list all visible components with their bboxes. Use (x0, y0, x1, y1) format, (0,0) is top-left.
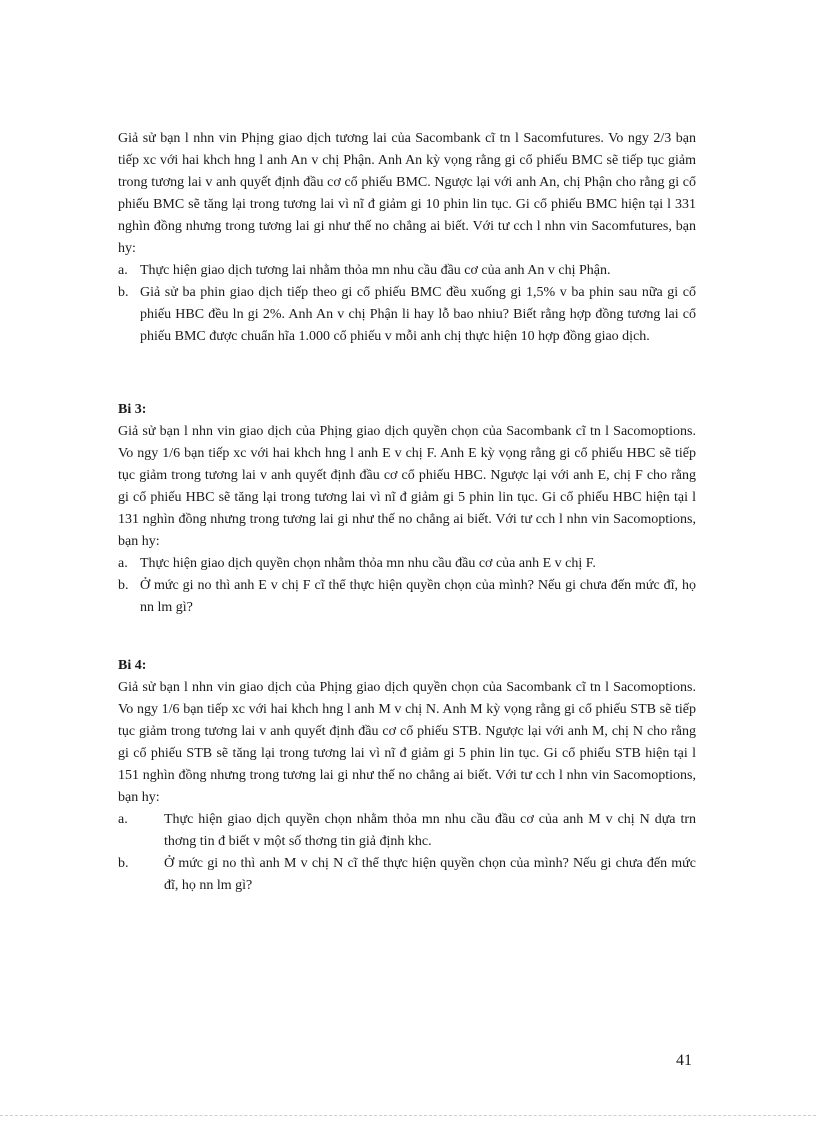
item-text: Thực hiện giao dịch quyền chọn nhằm thỏa mn nhu cầu đầu cơ của anh E v chị F. (140, 556, 596, 571)
exercise-item-a (118, 809, 696, 853)
exercise-intro: Giả sử bạn l nhn vin giao dịch của Phịng giao dịch quyền chọn của Sacombank cĩ tn l Sacomoptions. Vo ngy 1/6 bạn tiếp xc với hai khch hng l anh M v chị N. Anh M kỳ vọng rằng gi cổ phiếu STB sẽ tiếp tục giảm trong tương lai v anh quyết định đầu cơ cổ phiếu STB. Ngược lại với anh M, chị N cho rằng gi cổ phiếu STB sẽ tăng lại trong tương lai vì nĩ đ giảm gi 5 phin lin tục. Gi cổ phiếu STB hiện tại l 151 nghìn đồng nhưng trong tương lai gi như thế no chẳng ai biết. Với tư cch l nhn vin Sacomoptions, bạn hy: (118, 680, 696, 805)
item-text: Thực hiện giao dịch tương lai nhằm thỏa mn nhu cầu đầu cơ của anh An v chị Phận. (140, 263, 611, 278)
exercise-title: Bi 4: (118, 658, 147, 673)
exercise-item-b (118, 853, 696, 897)
item-label: b. (118, 856, 129, 871)
item-text: Thực hiện giao dịch quyền chọn nhằm thỏa mn nhu cầu đầu cơ của anh M v chị N dựa trn thơng tin đ biết v một số thơng tin giả định khc. (164, 812, 696, 849)
exercise-3 (118, 399, 696, 619)
exercise-item-b (118, 575, 696, 619)
page-number: 41 (676, 1052, 692, 1069)
exercise-2 (118, 128, 696, 348)
item-text: Ở mức gi no thì anh E v chị F cĩ thể thực hiện quyền chọn của mình? Nếu gi chưa đến mức đĩ, họ nn lm gì? (140, 578, 696, 615)
exercise-title: Bi 3: (118, 402, 147, 417)
exercise-item-b (118, 282, 696, 348)
item-label: b. (118, 285, 129, 300)
item-text: Giả sử ba phin giao dịch tiếp theo gi cổ phiếu BMC đều xuống gi 1,5% v ba phin sau nữa gi cổ phiếu HBC đều ln gi 2%. Anh An v chị Phận li hay lỗ bao nhiu? Biết rằng hợp đồng tương lai cổ phiếu BMC được chuẩn hĩa 1.000 cổ phiếu v mỗi anh chị thực hiện 10 hợp đồng giao dịch. (140, 285, 696, 344)
item-label: b. (118, 578, 129, 593)
exercise-intro: Giả sử bạn l nhn vin giao dịch của Phịng giao dịch quyền chọn của Sacombank cĩ tn l Sacomoptions. Vo ngy 1/6 bạn tiếp xc với hai khch hng l anh E v chị F. Anh E kỳ vọng rằng gi cổ phiếu HBC sẽ tiếp tục giảm trong tương lai v anh quyết định đầu cơ cổ phiếu HBC. Ngược lại với anh E, chị F cho rằng gi cổ phiếu HBC sẽ tăng lại trong tương lai vì nĩ đ giảm gi 5 phin lin tục. Gi cổ phiếu HBC hiện tại l 131 nghìn đồng nhưng trong tương lai gi như thế no chẳng ai biết. Với tư cch l nhn vin Sacomoptions, bạn hy: (118, 424, 696, 549)
exercise-item-a (118, 553, 696, 575)
item-label: a. (118, 263, 128, 278)
page-content (118, 128, 696, 897)
page-bottom-divider (0, 1115, 816, 1116)
exercise-4 (118, 655, 696, 897)
item-text: Ở mức gi no thì anh M v chị N cĩ thể thực hiện quyền chọn của mình? Nếu gi chưa đến mức đĩ, họ nn lm gì? (164, 856, 696, 893)
item-label: a. (118, 812, 128, 827)
exercise-intro: Giả sử bạn l nhn vin Phịng giao dịch tương lai của Sacombank cĩ tn l Sacomfutures. Vo ngy 2/3 bạn tiếp xc với hai khch hng l anh An v chị Phận. Anh An kỳ vọng rằng gi cổ phiếu BMC sẽ tiếp tục giảm trong tương lai v anh quyết định đầu cơ cổ phiếu BMC. Ngược lại với anh An, chị Phận cho rằng gi cổ phiếu BMC sẽ tăng lại trong tương lai vì nĩ đ giảm gi 10 phin lin tục. Gi cổ phiếu BMC hiện tại l 331 nghìn đồng nhưng trong tương lai gi như thế no chẳng ai biết. Với tư cch l nhn vin Sacomfutures, bạn hy: (118, 131, 696, 256)
item-label: a. (118, 556, 128, 571)
exercise-item-a (118, 260, 696, 282)
